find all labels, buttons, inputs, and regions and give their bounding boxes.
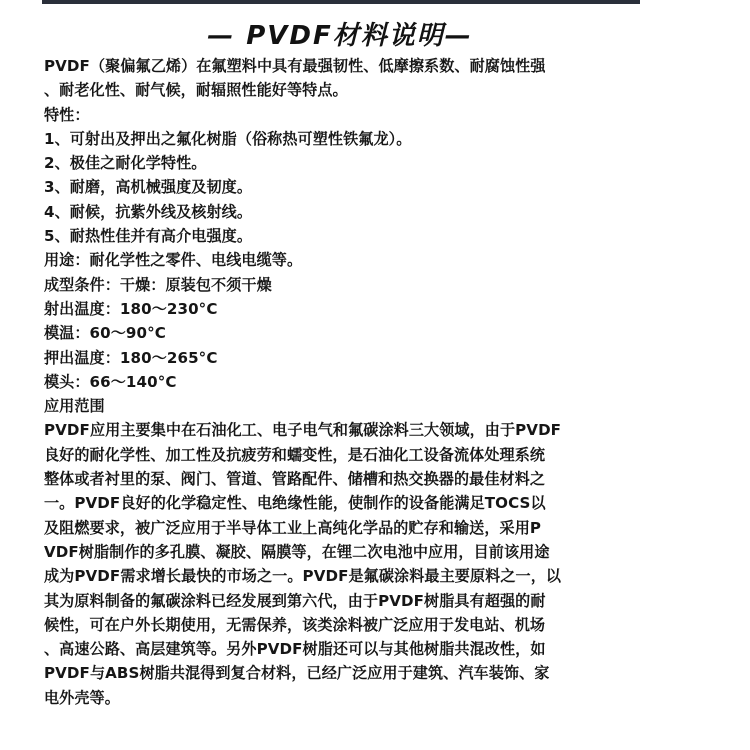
application-paragraph: [44, 418, 640, 710]
document-panel: [40, 4, 640, 750]
document-title: — PVDF材料说明—: [207, 21, 473, 51]
application-line: PVDF与ABS树脂共混得到复合材料，已经广泛应用于建筑、汽车装饰、家: [44, 664, 550, 683]
molding-line: 押出温度：180～265°C: [44, 348, 218, 367]
usage-line: 用途：耐化学性之零件、电线电缆等。: [44, 251, 303, 270]
application-line: 一。PVDF良好的化学稳定性、电绝缘性能，使制作的设备能满足TOCS以: [44, 494, 546, 513]
application-line: 整体或者衬里的泵、阀门、管道、管路配件、储槽和热交换器的最佳材料之: [44, 470, 546, 489]
application-line: 其为原料制备的氟碳涂料已经发展到第六代，由于PVDF树脂具有超强的耐: [44, 591, 546, 610]
application-line: 电外壳等。: [44, 688, 120, 707]
application-heading: 应用范围: [44, 397, 105, 416]
intro-paragraph: [44, 54, 640, 103]
application-line: 、高速公路、高层建筑等。另外PVDF树脂还可以与其他树脂共混改性，如: [44, 640, 546, 659]
intro-line: 、耐老化性、耐气候，耐辐照性能好等特点。: [44, 81, 348, 100]
document-body: [44, 54, 640, 710]
feature-item: 5、耐热性佳并有高介电强度。: [44, 227, 253, 246]
molding-line: 模头：66～140°C: [44, 372, 177, 391]
features-list: [44, 127, 640, 248]
application-line: VDF树脂制作的多孔膜、凝胶、隔膜等，在锂二次电池中应用，目前该用途: [44, 542, 550, 561]
application-line: PVDF应用主要集中在石油化工、电子电气和氟碳涂料三大领域，由于PVDF: [44, 421, 562, 440]
features-heading: 特性：: [44, 105, 90, 124]
molding-line: 模温：60～90°C: [44, 324, 166, 343]
molding-line: 成型条件：干燥：原装包不须干燥: [44, 275, 272, 294]
feature-item: 1、可射出及押出之氟化树脂（俗称热可塑性铁氟龙）。: [44, 129, 412, 148]
application-line: 候性，可在户外长期使用，无需保养，该类涂料被广泛应用于发电站、机场: [44, 615, 546, 634]
feature-item: 4、耐候，抗紫外线及核射线。: [44, 202, 253, 221]
application-line: 成为PVDF需求增长最快的市场之一。PVDF是氟碳涂料最主要原料之一，以: [44, 567, 562, 586]
molding-conditions: [44, 273, 640, 394]
application-line: 良好的耐化学性、加工性及抗疲劳和蠕变性，是石油化工设备流体处理系统: [44, 445, 546, 464]
feature-item: 3、耐磨，高机械强度及韧度。: [44, 178, 253, 197]
molding-line: 射出温度：180～230°C: [44, 299, 218, 318]
intro-line: PVDF（聚偏氟乙烯）在氟塑料中具有最强韧性、低摩擦系数、耐腐蚀性强: [44, 57, 546, 75]
application-line: 及阻燃要求，被广泛应用于半导体工业上高纯化学品的贮存和输送，采用P: [44, 518, 542, 537]
feature-item: 2、极佳之耐化学特性。: [44, 154, 207, 173]
